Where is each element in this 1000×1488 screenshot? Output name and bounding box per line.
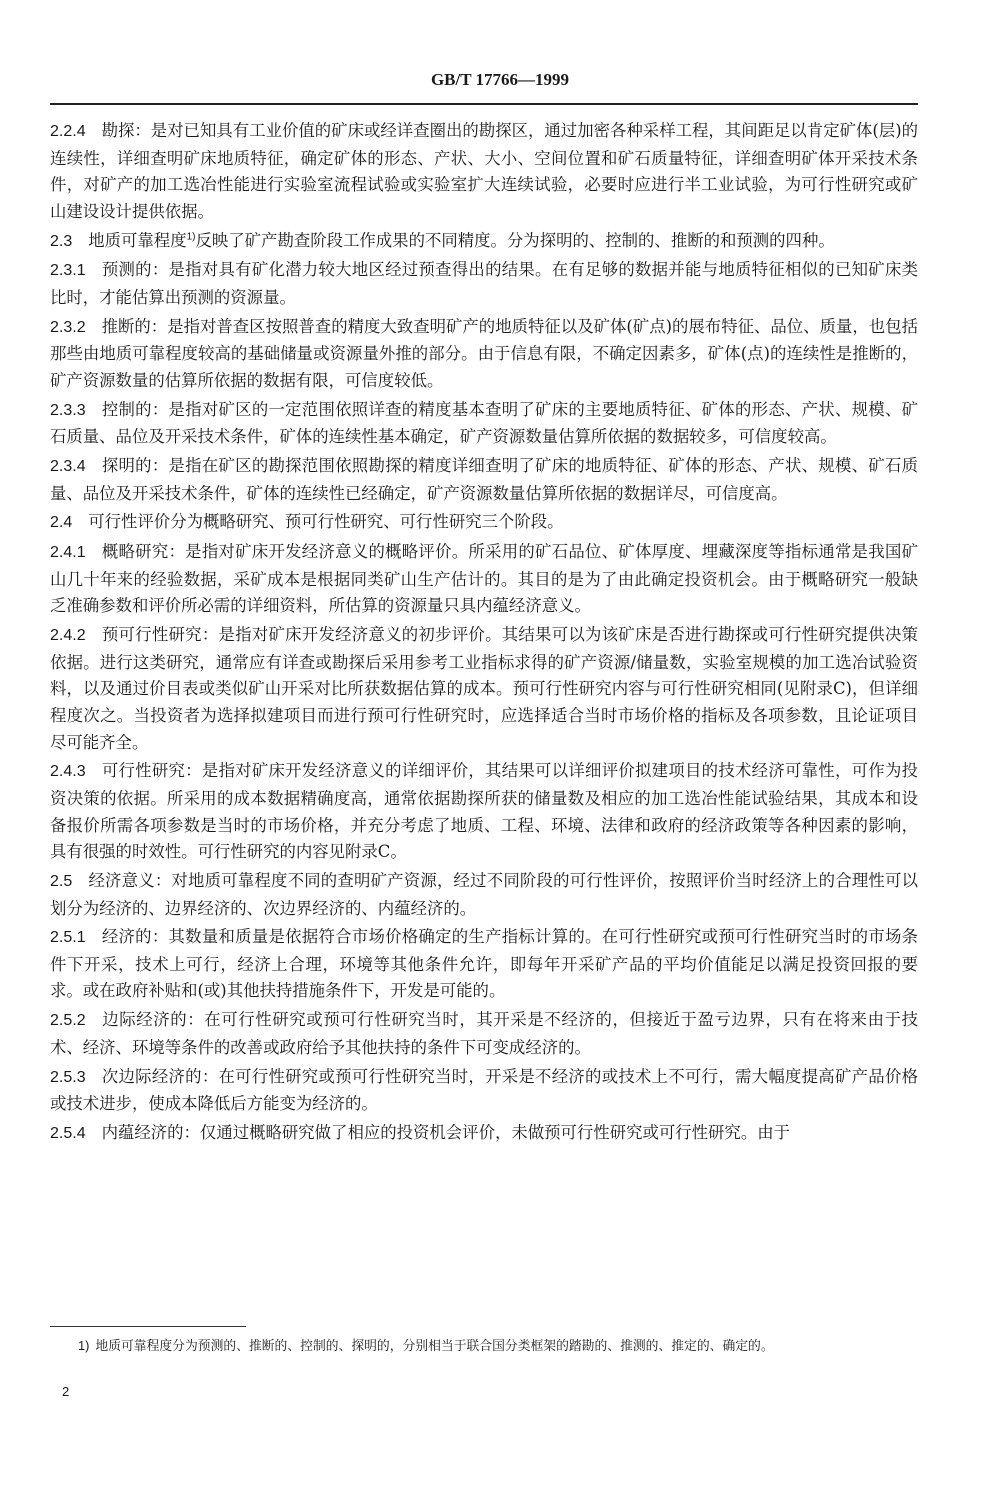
section-number: 2.4.3 [50,763,86,781]
section-text: 次边际经济的：在可行性研究或预可行性研究当时，开采是不经济的或技术上不可行，需大幅度提高矿产品价格或技术进步，使成本降低后方能变为经济的。 [50,1066,918,1114]
section-number: 2.5.4 [50,1125,86,1142]
section-text: 内蕴经济的：仅通过概略研究做了相应的投资机会评价，未做预可行性研究或可行性研究。由于 [101,1123,790,1142]
header-rule [50,103,918,105]
section-2-4-1 [50,539,918,620]
section-text: 预测的：是指对具有矿化潜力较大地区经过预查得出的结果。在有足够的数据并能与地质特征相似的已知矿床类比时，才能估算出预测的资源量。 [50,260,918,307]
section-2-3-4 [50,453,918,507]
section-2-3-2 [50,314,918,395]
section-2-3-3 [50,397,918,451]
section-number: 2.4.2 [50,627,86,645]
section-2-5-2 [50,1007,918,1061]
section-number: 2.5.3 [50,1068,86,1086]
section-number: 2.2.4 [50,123,86,140]
section-2-3-1 [50,257,918,311]
section-text: 控制的：是指对矿区的一定范围依照详查的精度基本查明了矿床的主要地质特征、矿体的形态、产状、规模、矿石质量、品位及开采技术条件，矿体的连续性基本确定，矿产资源数量估算所依据的数据较多，可信度较高。 [50,399,918,447]
footnote-reference[interactable]: 1) [186,231,196,243]
section-text: 探明的：是指在矿区的勘探范围依照勘探的精度详细查明了矿床的地质特征、矿体的形态、产状、规模、矿石质量、品位及开采技术条件，矿体的连续性已经确定，矿产资源数量估算所依据的数据详尽，可信度高。 [50,456,918,503]
section-number: 2.3.2 [50,318,86,336]
page-header-standard-code: GB/T 17766—1999 [430,70,570,89]
section-text: 可行性研究：是指对矿床开发经济意义的详细评价，其结果可以详细评价拟建项目的技术经济可靠性，可作为投资决策的依据。所采用的成本数据精确度高，通常依据勘探所获的储量数及相应的加工选冶性能试验结果，其成本和设备报价所需各项参数是当时的市场价格，并充分考虑了地质、工程、环境、法律和政府的经济政策等各种因素的影响，具有很强的时效性。可行性研究的内容见附录C。 [50,761,918,862]
section-2-5 [50,868,918,922]
section-2-4-3 [50,758,918,865]
section-number: 2.4 [50,514,73,532]
section-number: 2.3.4 [50,458,86,476]
section-2-5-3 [50,1064,918,1118]
section-text-lead: 地质可靠程度 [88,230,187,250]
section-2-4 [50,509,918,537]
section-number: 2.4.1 [50,544,86,562]
section-text: 可行性评价分为概略研究、预可行性研究、可行性研究三个阶段。 [88,512,564,532]
section-text: 边际经济的：在可行性研究或预可行性研究当时，其开采是不经济的，但接近于盈亏边界，只有在将来由于技术、经济、环境等条件的改善或政府给予其他扶持的条件下可变成经济的。 [50,1010,918,1057]
section-text: 预可行性研究：是指对矿床开发经济意义的初步评价。其结果可以为该矿床是否进行勘探或可行性研究提供决策依据。进行这类研究，通常应有详查或勘探后采用参考工业指标求得的矿产资源/储量数，实验室规模的加工选冶试验资料，以及通过价目表或类似矿山开采对比所获数据估算的成本。预可行性研究内容与可行性研究相同(见附录C)，但详细程度次之。当投资者为选择拟建项目而进行预可行性研究时，应选择适合当时市场价格的指标及各项参数，且论证项目尽可能齐全。 [50,625,918,752]
footnote [78,1334,918,1358]
section-text: 概略研究：是指对矿床开发经济意义的概略评价。所采用的矿石品位、矿体厚度、埋藏深度等指标通常是我国矿山几十年来的经验数据，采矿成本是根据同类矿山生产估计的。其目的是为了由此确定投资机会。由于概略研究一般缺乏准确参数和评价所必需的详细资料，所估算的资源量只具内蕴经济意义。 [50,542,918,616]
section-number: 2.3 [50,232,73,250]
footnote-divider [50,1326,246,1327]
section-2-4-2 [50,622,918,756]
section-text: 反映了矿产勘查阶段工作成果的不同精度。分为探明的、控制的、推断的和预测的四种。 [195,230,835,250]
section-text: 推断的：是指对普查区按照普查的精度大致查明矿产的地质特征以及矿体(矿点)的展布特征、品位、质量，也包括那些由地质可靠程度较高的基础储量或资源量外推的部分。由于信息有限，不确定因素多，矿体(点)的连续性是推断的，矿产资源数量的估算所依据的数据有限，可信度较低。 [50,316,918,390]
section-2-5-1 [50,924,918,1005]
section-2-3 [50,228,918,256]
section-number: 2.3.3 [50,401,86,419]
footnote-text: 地质可靠程度分为预测的、推断的、控制的、探明的，分别相当于联合国分类框架的踏勘的、推测的、推定的、确定的。 [95,1339,774,1354]
section-number: 2.3.1 [50,262,86,280]
section-number: 2.5 [50,872,73,890]
page-number: 2 [62,1384,70,1399]
body-content [50,118,918,1150]
section-text: 经济意义：对地质可靠程度不同的查明矿产资源，经过不同阶段的可行性评价，按照评价当时经济上的合理性可以划分为经济的、边界经济的、次边界经济的、内蕴经济的。 [50,870,918,918]
footnote-mark: 1) [78,1338,90,1353]
section-2-5-4 [50,1120,918,1148]
section-2-2-4 [50,118,918,225]
section-number: 2.5.2 [50,1012,86,1030]
section-text: 经济的：其数量和质量是依据符合市场价格确定的生产指标计算的。在可行性研究或预可行性研究当时的市场条件下开采，技术上可行，经济上合理，环境等其他条件允许，即每年开采矿产品的平均价值能足以满足投资回报的要求。或在政府补贴和(或)其他扶持措施条件下，开发是可能的。 [50,927,918,1001]
section-number: 2.5.1 [50,929,86,947]
section-text: 勘探：是对已知具有工业价值的矿床或经详查圈出的勘探区，通过加密各种采样工程，其间距足以肯定矿体(层)的连续性，详细查明矿床地质特征，确定矿体的形态、产状、大小、空间位置和矿石质量特征，详细查明矿体开采技术条件，对矿产的加工选冶性能进行实验室流程试验或实验室扩大连续试验，必要时应进行半工业试验，为可行性研究或矿山建设设计提供依据。 [50,121,918,221]
